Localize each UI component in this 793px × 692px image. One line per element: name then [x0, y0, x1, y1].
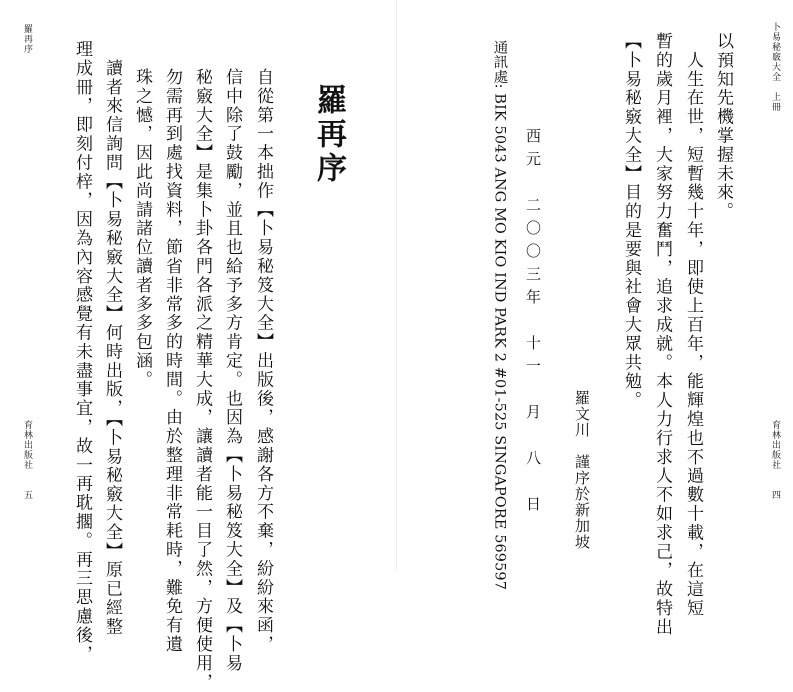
left-text-line-4: 勿需再到處找資料，節省非常多的時間。由於整理非常耗時，難免有遺	[162, 68, 182, 654]
page-title: 羅再序	[311, 84, 346, 186]
right-text-line-3: 暫的歲月裡，大家努力奮鬥，追求成就。本人力行求人不如求己，故特出	[652, 32, 672, 637]
right-text-line-1: 以預知先機掌握未來。	[713, 32, 733, 221]
signature: 羅文川 謹序於新加坡	[573, 390, 591, 550]
left-page-footer: 育林出版社 五	[22, 420, 32, 500]
address-line: 通訊處: BIK 5043 ANG MO KIO IND PARK 2 #01-525 SINGAPORE 569597	[491, 40, 508, 591]
date-line: 西元 二〇〇三年 十一 月 八 日	[524, 128, 542, 519]
left-text-line-7: 理成冊，即刻付梓，因為內容感覺有未盡事宜，故一再耽擱。再三思慮後，	[72, 40, 92, 664]
right-text-line-2: 人生在世，短暫幾十年，即使上百年，能輝煌也不過數十載，在這短	[683, 32, 703, 618]
left-page-header: 羅再序	[22, 24, 32, 54]
right-page-footer: 育林出版社 四	[770, 420, 780, 500]
right-text-line-4: 【卜易秘竅大全】目的是要與社會大眾共勉。	[621, 32, 641, 410]
left-text-line-1: 自從第一本拙作【卜易秘笈大全】出版後，感謝各方不棄，紛紛來函，	[253, 68, 273, 654]
left-text-line-3: 秘竅大全】是集卜卦各門各派之精華大成，讓讀者能一目了然，方便使用，	[192, 68, 212, 692]
left-text-line-2: 信中除了鼓勵，並且也給予多方肯定。也因為【卜易秘笈大全】及【卜易	[222, 68, 242, 673]
left-text-line-6: 讀者來信詢問【卜易秘竅大全】何時出版，【卜易秘竅大全】原已經整	[102, 40, 122, 637]
left-text-line-5: 珠之憾，因此尚請諸位讀者多多包涵。	[132, 68, 152, 390]
page-gutter	[396, 0, 397, 572]
right-page-header: 卜易秘竅大全 上冊	[770, 22, 780, 112]
